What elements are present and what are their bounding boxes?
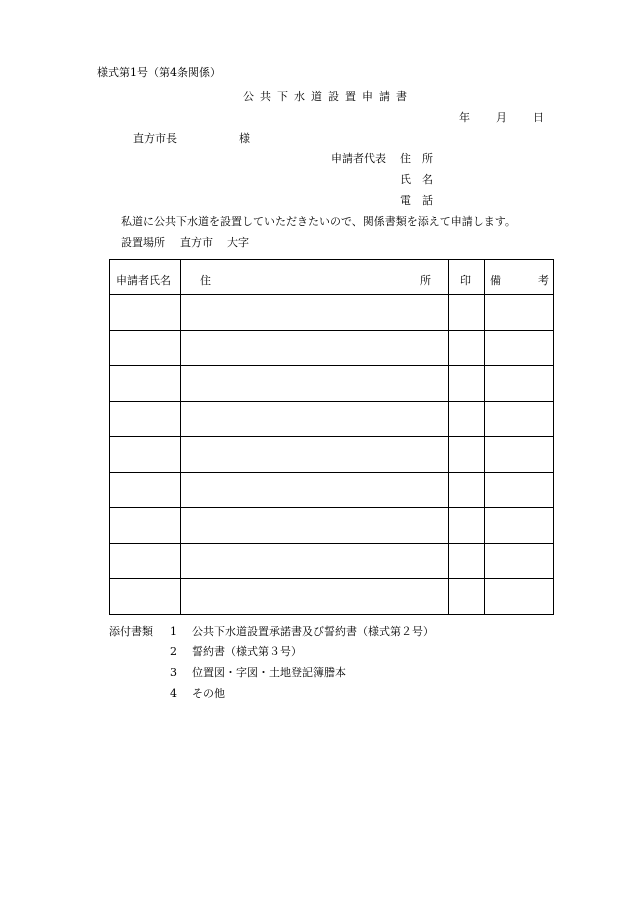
name-cell[interactable] [110,295,181,331]
phone-label: 電 話 [400,194,433,207]
body-text: 私道に公共下水道を設置していただきたいので、関係書類を添えて申請します。 [121,215,516,228]
address-cell[interactable] [181,401,449,437]
address-cell[interactable] [181,472,449,508]
remarks-cell[interactable] [485,401,554,437]
attachment-3-number: 3 [170,666,177,679]
seal-cell[interactable] [449,366,485,402]
table-row [110,543,554,579]
representative-label: 申請者代表 [331,152,386,165]
address-cell[interactable] [181,366,449,402]
header-name-cell [110,260,181,295]
date-year-label: 年 [459,111,470,124]
attachment-2-number: 2 [170,645,177,658]
table-row [110,295,554,331]
attachment-4-text: その他 [192,687,225,700]
attachments-label: 添付書類 [109,625,153,638]
name-cell[interactable] [110,401,181,437]
name-cell[interactable] [110,437,181,473]
address-cell[interactable] [181,295,449,331]
location-city: 直方市 [180,236,213,249]
name-label: 氏 名 [400,173,433,186]
form-number: 様式第1号（第4条関係） [97,66,221,79]
table-row [110,330,554,366]
location-label: 設置場所 [121,236,165,249]
seal-cell[interactable] [449,295,485,331]
remarks-cell[interactable] [485,579,554,615]
header-remarks-cell [485,260,554,295]
date-day-label: 日 [533,111,544,124]
attachment-3-text: 位置図・字図・土地登記簿謄本 [192,666,346,679]
seal-cell[interactable] [449,543,485,579]
header-name: 申請者氏名 [116,274,171,287]
attachment-2-text: 誓約書（様式第３号） [192,645,302,658]
table-row [110,579,554,615]
seal-cell[interactable] [449,472,485,508]
seal-cell[interactable] [449,437,485,473]
remarks-cell[interactable] [485,295,554,331]
header-address-b: 所 [420,274,431,287]
address-cell[interactable] [181,579,449,615]
table-row [110,401,554,437]
remarks-cell[interactable] [485,437,554,473]
address-cell[interactable] [181,543,449,579]
attachment-1-number: 1 [170,625,177,638]
name-cell[interactable] [110,543,181,579]
seal-cell[interactable] [449,330,485,366]
honorific: 様 [239,132,250,145]
table-header-row [110,260,554,295]
header-remarks-a: 備 [490,274,501,287]
location-area: 大字 [227,236,249,249]
name-cell[interactable] [110,579,181,615]
header-remarks-b: 考 [538,274,549,287]
remarks-cell[interactable] [485,472,554,508]
name-cell[interactable] [110,366,181,402]
date-month-label: 月 [496,111,507,124]
attachment-4-number: 4 [170,687,177,700]
seal-cell[interactable] [449,401,485,437]
applicant-table [109,259,554,615]
header-address-a: 住 [200,274,211,287]
remarks-cell[interactable] [485,330,554,366]
table-row [110,437,554,473]
table-row [110,508,554,544]
table-row [110,472,554,508]
document-title: 公共下水道設置申請書 [243,90,413,103]
address-cell[interactable] [181,437,449,473]
header-seal: 印 [460,274,471,287]
remarks-cell[interactable] [485,543,554,579]
addressee: 直方市長 [133,132,177,145]
name-cell[interactable] [110,330,181,366]
header-address-cell [181,260,449,295]
header-seal-cell [449,260,485,295]
address-label: 住 所 [400,152,433,165]
address-cell[interactable] [181,508,449,544]
remarks-cell[interactable] [485,366,554,402]
attachment-1-text: 公共下水道設置承諾書及び誓約書（様式第２号） [192,625,434,638]
seal-cell[interactable] [449,579,485,615]
seal-cell[interactable] [449,508,485,544]
name-cell[interactable] [110,508,181,544]
name-cell[interactable] [110,472,181,508]
address-cell[interactable] [181,330,449,366]
table-row [110,366,554,402]
remarks-cell[interactable] [485,508,554,544]
